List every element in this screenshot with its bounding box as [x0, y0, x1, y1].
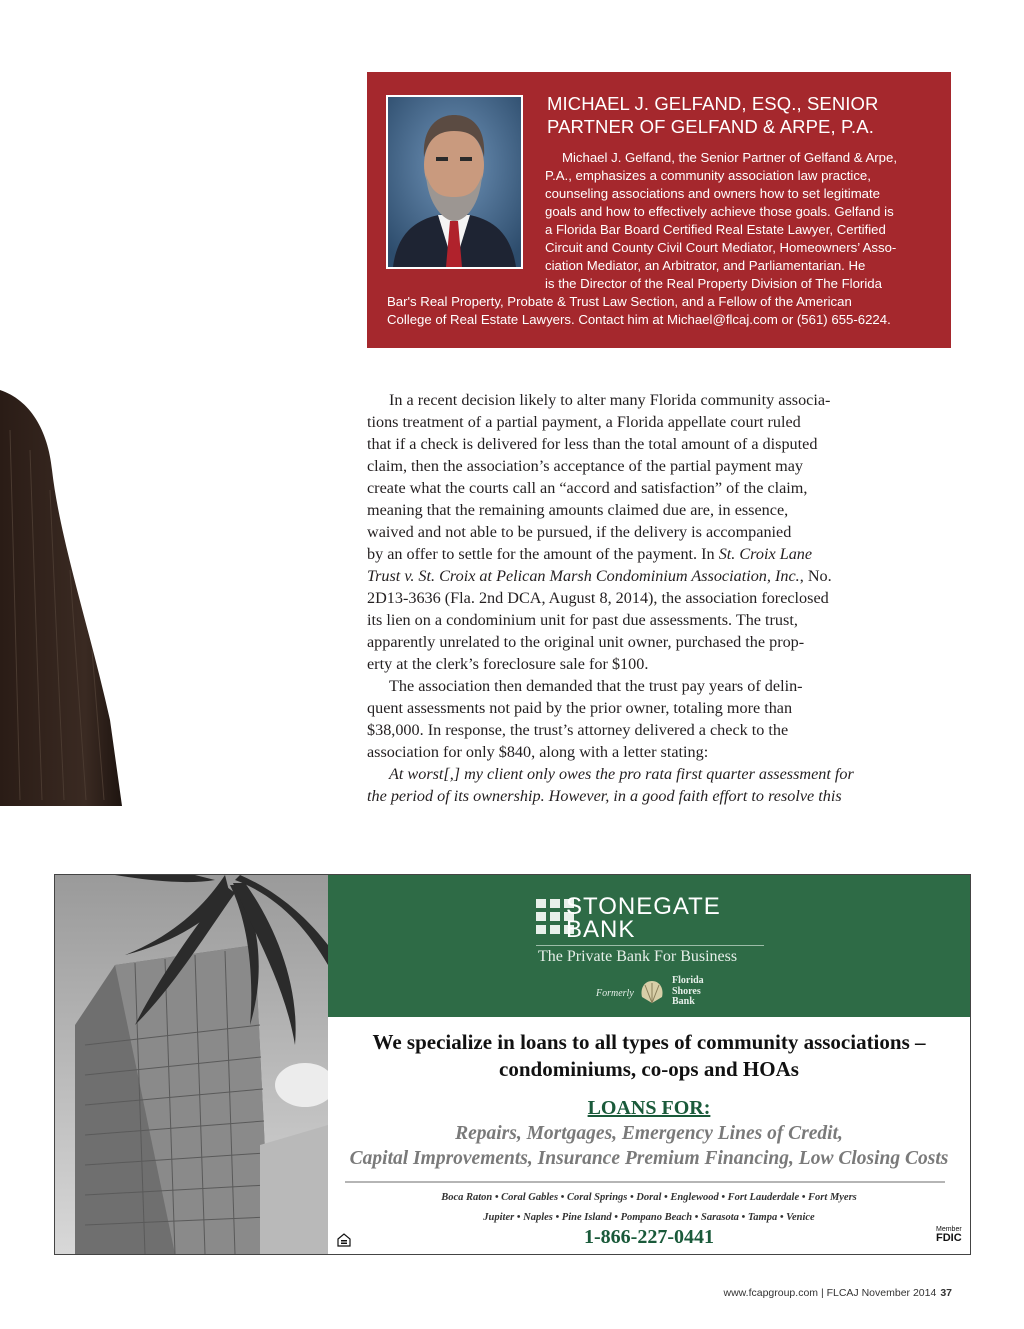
- divider: [536, 945, 764, 946]
- loans-for-heading: LOANS FOR:: [587, 1097, 711, 1119]
- phone-number[interactable]: 1-866-227-0441: [584, 1226, 714, 1248]
- article-line: 2D13-3636 (Fla. 2nd DCA, August 8, 2014), the association foreclosed: [367, 589, 829, 607]
- article-line: create what the courts call an “accord and satisfaction” of the claim,: [367, 479, 808, 497]
- article-line: The association then demanded that the trust pay years of delin-: [389, 677, 803, 695]
- divider: [345, 1181, 945, 1183]
- footer-text: www.fcapgroup.com | FLCAJ November 2014: [723, 1287, 937, 1299]
- case-name: St. Croix Lane: [718, 545, 813, 563]
- page-footer: [723, 1287, 952, 1299]
- article-line: apparently unrelated to the original unit owner, purchased the prop-: [367, 633, 805, 651]
- article-line: by an offer to settle for the amount of the payment. In St. Croix Lane: [367, 545, 813, 563]
- branch-cities: Boca Raton • Coral Gables • Coral Springs • Doral • Englewood • Fort Lauderdale • Fort Myers Jupiter • Naples • Pine Island • Pompano Beach • Sarasota • Tampa • Venice: [441, 1192, 857, 1223]
- building-palm-photo: [55, 875, 328, 1254]
- article-line: meaning that the remaining amounts claimed due are, in essence,: [367, 501, 789, 519]
- quote-line: At worst[,] my client only owes the pro rata first quarter assessment for: [389, 765, 854, 783]
- ad-headline: We specialize in loans to all types of community associations – condominiums, co-ops and HOAs: [372, 1030, 926, 1081]
- article-line: tions treatment of a partial payment, a Florida appellate court ruled: [367, 413, 801, 431]
- bank-name: STONEGATE BANK: [566, 893, 721, 943]
- page-number: 37: [940, 1287, 952, 1299]
- article-line: In a recent decision likely to alter many Florida community associa-: [389, 391, 831, 409]
- author-name: MICHAEL J. GELFAND, ESQ., SENIOR PARTNER OF GELFAND & ARPE, P.A.: [547, 93, 879, 137]
- article-line: that if a check is delivered for less than the total amount of a disputed: [367, 435, 818, 453]
- bank-tagline: The Private Bank For Business: [538, 948, 738, 965]
- case-name: Trust v. St. Croix at Pelican Marsh Condominium Association, Inc.: [367, 567, 800, 585]
- article-line: its lien on a condominium unit for past due assessments. The trust,: [367, 611, 798, 629]
- article-line: claim, then the association’s acceptance of the partial payment may: [367, 457, 803, 475]
- fdic-badge: Member FDIC: [936, 1226, 962, 1244]
- bank-header: [328, 875, 970, 1017]
- article-line: waived and not able to be pursued, if the delivery is accompanied: [367, 523, 792, 541]
- article-body: [367, 389, 907, 807]
- author-box: [367, 72, 951, 348]
- article-line: $38,000. In response, the trust’s attorney delivered a check to the: [367, 721, 789, 739]
- loan-services: Repairs, Mortgages, Emergency Lines of Credit, Capital Improvements, Insurance Premium Financing, Low Closing Costs: [349, 1123, 949, 1169]
- author-bio: Michael J. Gelfand, the Senior Partner of Gelfand & Arpe, P.A., emphasizes a community association law practice, counseling associations and owners how to set legitimate goals and how to effectively achieve those goals. Gelfand is a Florida Bar Board Certified Real Estate Lawyer, Certified Circuit and County Civil Court Mediator, Homeowners’ Asso- ciation Mediator, an Arbitrator, and Parliamentarian. He is the Director of the Real Property Division of The Florida Bar's Real Property, Probate & Trust Law Section, and a Fellow of the American College of Real Estate Lawyers. Contact him at Michael@flcaj.com or (561) 655-6224.: [387, 150, 897, 327]
- article-line: Trust v. St. Croix at Pelican Marsh Condominium Association, Inc., No.: [367, 567, 832, 585]
- suit-photo: [0, 390, 122, 806]
- shell-logo-icon: [640, 979, 664, 1005]
- formerly-label: Formerly: [596, 988, 634, 999]
- quote-line: the period of its ownership. However, in a good faith effort to resolve this: [367, 787, 842, 805]
- article-line: erty at the clerk’s foreclosure sale for $100.: [367, 655, 649, 673]
- former-bank-name: Florida Shores Bank: [672, 975, 704, 1007]
- article-line: association for only $840, along with a letter stating:: [367, 743, 709, 761]
- stonegate-bank-ad[interactable]: [54, 874, 971, 1255]
- article-line: quent assessments not paid by the prior owner, totaling more than: [367, 699, 793, 717]
